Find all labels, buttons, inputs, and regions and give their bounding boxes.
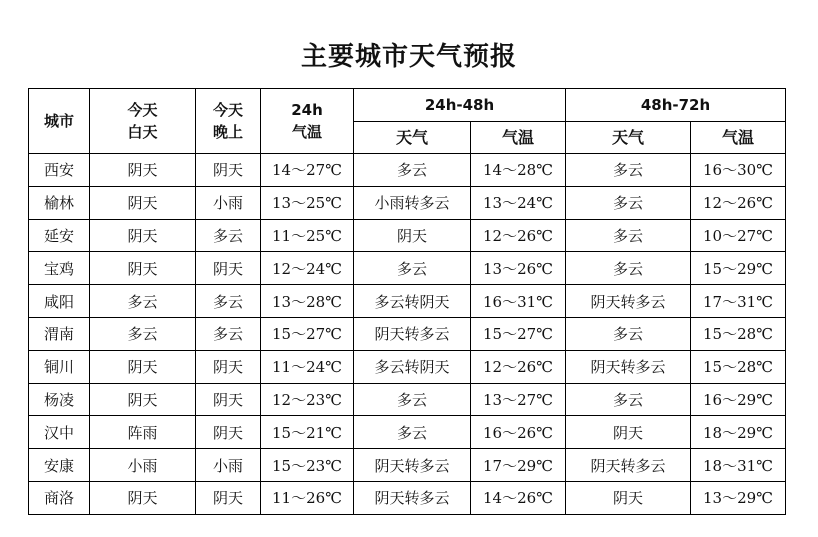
cell-today-night: 小雨 — [196, 449, 261, 482]
cell-today-night: 阴天 — [196, 252, 261, 285]
cell-today-day: 阴天 — [90, 219, 196, 252]
cell-48h-temp: 15～27℃ — [471, 317, 566, 350]
cell-48h-weather: 多云 — [354, 154, 471, 187]
cell-today-night: 阴天 — [196, 481, 261, 514]
cell-24h-temp: 11～24℃ — [261, 350, 354, 383]
header-row-1 — [29, 89, 786, 122]
cell-today-day: 阴天 — [90, 350, 196, 383]
table-row — [29, 416, 786, 449]
cell-72h-weather: 阴天 — [566, 481, 691, 514]
cell-city: 铜川 — [29, 350, 90, 383]
cell-city: 渭南 — [29, 317, 90, 350]
cell-city: 西安 — [29, 154, 90, 187]
cell-48h-weather: 阴天转多云 — [354, 317, 471, 350]
header-72-weather: 天气 — [566, 122, 691, 154]
cell-today-day: 阴天 — [90, 252, 196, 285]
cell-today-day: 阵雨 — [90, 416, 196, 449]
header-48-weather: 天气 — [354, 122, 471, 154]
cell-today-day: 多云 — [90, 317, 196, 350]
cell-48h-weather: 多云 — [354, 252, 471, 285]
cell-48h-temp: 16～26℃ — [471, 416, 566, 449]
cell-city: 安康 — [29, 449, 90, 482]
cell-48h-weather: 多云 — [354, 383, 471, 416]
cell-72h-temp: 15～28℃ — [691, 350, 786, 383]
cell-72h-temp: 15～28℃ — [691, 317, 786, 350]
cell-24h-temp: 15～23℃ — [261, 449, 354, 482]
cell-today-day: 阴天 — [90, 383, 196, 416]
header-24h-line1: 24h — [291, 101, 323, 119]
cell-72h-weather: 多云 — [566, 383, 691, 416]
cell-today-night: 多云 — [196, 317, 261, 350]
cell-48h-temp: 12～26℃ — [471, 219, 566, 252]
cell-48h-temp: 13～27℃ — [471, 383, 566, 416]
cell-24h-temp: 13～28℃ — [261, 285, 354, 318]
table-row — [29, 317, 786, 350]
cell-48h-temp: 17～29℃ — [471, 449, 566, 482]
cell-24h-temp: 11～26℃ — [261, 481, 354, 514]
forecast-table — [28, 88, 786, 515]
table-row — [29, 219, 786, 252]
cell-72h-weather: 阴天转多云 — [566, 285, 691, 318]
cell-48h-temp: 14～26℃ — [471, 481, 566, 514]
cell-72h-temp: 16～30℃ — [691, 154, 786, 187]
cell-city: 汉中 — [29, 416, 90, 449]
cell-48h-temp: 13～24℃ — [471, 186, 566, 219]
cell-72h-weather: 多云 — [566, 219, 691, 252]
cell-72h-weather: 阴天转多云 — [566, 350, 691, 383]
header-48-temp: 气温 — [471, 122, 566, 154]
cell-city: 商洛 — [29, 481, 90, 514]
cell-today-day: 多云 — [90, 285, 196, 318]
table-row — [29, 481, 786, 514]
header-today-day-line2: 白天 — [127, 123, 158, 141]
cell-today-day: 小雨 — [90, 449, 196, 482]
cell-72h-weather: 多云 — [566, 317, 691, 350]
cell-72h-temp: 15～29℃ — [691, 252, 786, 285]
cell-24h-temp: 11～25℃ — [261, 219, 354, 252]
cell-city: 咸阳 — [29, 285, 90, 318]
cell-24h-temp: 15～27℃ — [261, 317, 354, 350]
cell-72h-temp: 18～29℃ — [691, 416, 786, 449]
table-row — [29, 252, 786, 285]
header-city: 城市 — [29, 89, 90, 154]
cell-48h-weather: 多云 — [354, 416, 471, 449]
page-title: 主要城市天气预报 — [300, 42, 517, 72]
header-today-night-line2: 晚上 — [212, 123, 243, 141]
cell-today-night: 阴天 — [196, 416, 261, 449]
cell-72h-temp: 18～31℃ — [691, 449, 786, 482]
cell-city: 杨凌 — [29, 383, 90, 416]
table-row — [29, 449, 786, 482]
cell-48h-temp: 14～28℃ — [471, 154, 566, 187]
cell-72h-temp: 12～26℃ — [691, 186, 786, 219]
cell-today-night: 阴天 — [196, 154, 261, 187]
cell-today-night: 多云 — [196, 219, 261, 252]
table-row — [29, 383, 786, 416]
table-row — [29, 285, 786, 318]
cell-48h-temp: 16～31℃ — [471, 285, 566, 318]
cell-48h-temp: 13～26℃ — [471, 252, 566, 285]
header-today-night — [196, 89, 261, 154]
cell-today-day: 阴天 — [90, 186, 196, 219]
cell-today-night: 阴天 — [196, 350, 261, 383]
cell-24h-temp: 15～21℃ — [261, 416, 354, 449]
cell-today-night: 阴天 — [196, 383, 261, 416]
cell-72h-weather: 多云 — [566, 252, 691, 285]
header-24h-temp — [261, 89, 354, 154]
cell-72h-temp: 17～31℃ — [691, 285, 786, 318]
cell-72h-temp: 13～29℃ — [691, 481, 786, 514]
header-today-night-line1: 今天 — [212, 101, 243, 119]
cell-72h-temp: 16～29℃ — [691, 383, 786, 416]
cell-city: 延安 — [29, 219, 90, 252]
cell-24h-temp: 14～27℃ — [261, 154, 354, 187]
cell-72h-weather: 多云 — [566, 154, 691, 187]
table-row — [29, 350, 786, 383]
cell-today-night: 小雨 — [196, 186, 261, 219]
cell-72h-weather: 多云 — [566, 186, 691, 219]
cell-72h-weather: 阴天 — [566, 416, 691, 449]
cell-24h-temp: 12～23℃ — [261, 383, 354, 416]
cell-today-day: 阴天 — [90, 481, 196, 514]
cell-48h-weather: 阴天转多云 — [354, 481, 471, 514]
header-24h-line2: 气温 — [291, 123, 322, 141]
cell-48h-temp: 12～26℃ — [471, 350, 566, 383]
header-48h-72h: 48h-72h — [566, 89, 786, 122]
header-today-day-line1: 今天 — [127, 101, 158, 119]
cell-today-night: 多云 — [196, 285, 261, 318]
cell-48h-weather: 阴天 — [354, 219, 471, 252]
table-row — [29, 186, 786, 219]
cell-24h-temp: 12～24℃ — [261, 252, 354, 285]
cell-48h-weather: 小雨转多云 — [354, 186, 471, 219]
cell-48h-weather: 多云转阴天 — [354, 350, 471, 383]
cell-city: 榆林 — [29, 186, 90, 219]
cell-24h-temp: 13～25℃ — [261, 186, 354, 219]
table-row — [29, 154, 786, 187]
cell-72h-temp: 10～27℃ — [691, 219, 786, 252]
header-24h-48h: 24h-48h — [354, 89, 566, 122]
cell-48h-weather: 多云转阴天 — [354, 285, 471, 318]
cell-72h-weather: 阴天转多云 — [566, 449, 691, 482]
cell-today-day: 阴天 — [90, 154, 196, 187]
header-72-temp: 气温 — [691, 122, 786, 154]
cell-city: 宝鸡 — [29, 252, 90, 285]
header-today-day — [90, 89, 196, 154]
cell-48h-weather: 阴天转多云 — [354, 449, 471, 482]
